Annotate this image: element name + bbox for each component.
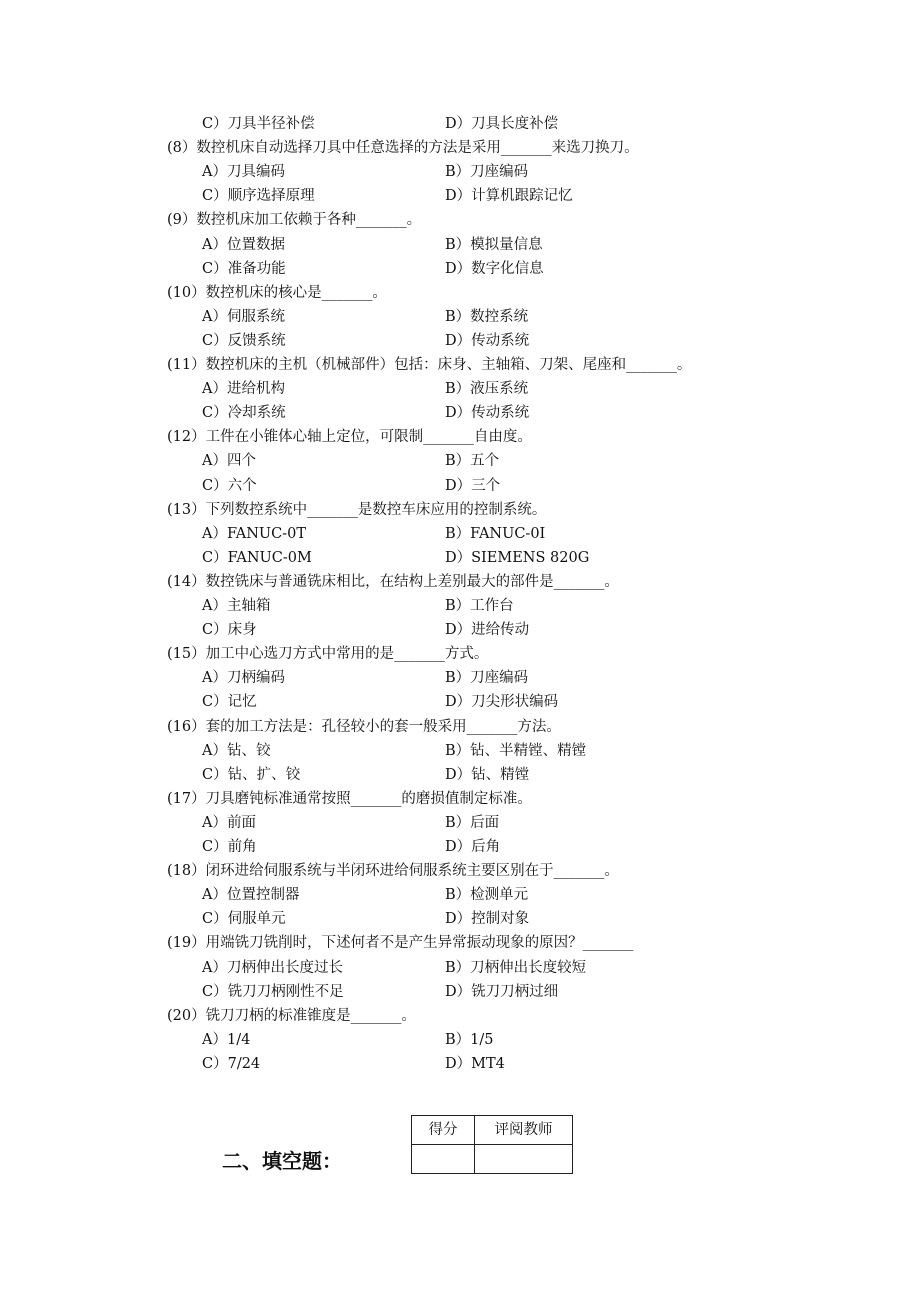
option-right: D）铣刀刀柄过细 bbox=[445, 983, 559, 1000]
option-left: C）钻、扩、铰 bbox=[202, 766, 301, 783]
option-left: C）准备功能 bbox=[202, 260, 286, 277]
option-right: B）刀座编码 bbox=[445, 670, 529, 687]
option-right: D）三个 bbox=[445, 477, 501, 494]
question-stem: (19）用端铣刀铣削时，下述何者不是产生异常振动现象的原因？_______ bbox=[167, 935, 634, 952]
question-stem: (11）数控机床的主机（机械部件）包括：床身、主轴箱、刀架、尾座和_______。 bbox=[167, 357, 692, 373]
option-left: C）床身 bbox=[202, 622, 257, 639]
option-left: A）FANUC-0T bbox=[202, 525, 307, 542]
option-left: C）铣刀刀柄刚性不足 bbox=[202, 983, 344, 1000]
option-left: A）伺服系统 bbox=[202, 308, 285, 325]
question-stem: (16）套的加工方法是：孔径较小的套一般采用_______方法。 bbox=[167, 718, 561, 735]
question-stem: (9）数控机床加工依赖于各种_______。 bbox=[167, 212, 422, 229]
option-left: C）伺服单元 bbox=[202, 911, 286, 928]
question-stem: (14）数控铣床与普通铣床相比，在结构上差别最大的部件是_______。 bbox=[167, 573, 619, 590]
option-right: B）模拟量信息 bbox=[445, 236, 543, 253]
grader-header: 评阅教师 bbox=[475, 1116, 573, 1145]
option-right: B）FANUC-0I bbox=[445, 525, 546, 542]
option-right: D）SIEMENS 820G bbox=[445, 549, 590, 566]
option-right: B）刀柄伸出长度较短 bbox=[445, 959, 587, 976]
option-right: D）控制对象 bbox=[445, 911, 530, 928]
option-right: D）刀尖形状编码 bbox=[445, 694, 559, 711]
option-left: A）进给机构 bbox=[202, 381, 285, 398]
option-left: A）四个 bbox=[202, 453, 256, 470]
option-left: C）前角 bbox=[202, 839, 257, 855]
option-right: B）数控系统 bbox=[445, 308, 529, 325]
question-stem: (12）工件在小锥体心轴上定位，可限制_______自由度。 bbox=[167, 429, 532, 446]
option-left: C）反馈系统 bbox=[202, 332, 286, 349]
option-right: B）后面 bbox=[445, 814, 500, 831]
option-right: B）检测单元 bbox=[445, 887, 529, 904]
option-left: A）主轴箱 bbox=[202, 598, 271, 614]
option-right: D）MT4 bbox=[445, 1055, 505, 1072]
option-left: C）六个 bbox=[202, 477, 257, 494]
question-stem: (15）加工中心选刀方式中常用的是_______方式。 bbox=[167, 646, 489, 663]
option-right: B）液压系统 bbox=[445, 381, 529, 398]
option-right: D）进给传动 bbox=[445, 622, 530, 639]
grader-cell[interactable] bbox=[475, 1145, 573, 1174]
option-left: A）刀柄伸出长度过长 bbox=[202, 959, 343, 976]
question-stem: (18）闭环进给伺服系统与半闭环进给伺服系统主要区别在于_______。 bbox=[167, 863, 619, 880]
option-left: C）冷却系统 bbox=[202, 405, 286, 422]
option-right: B）工作台 bbox=[445, 598, 514, 614]
option-right: D）后角 bbox=[445, 839, 501, 855]
question-stem: (10）数控机床的核心是_______。 bbox=[167, 284, 387, 301]
option-left: A）刀具编码 bbox=[202, 164, 285, 181]
option-right: D）钻、精镗 bbox=[445, 766, 530, 783]
option-left: C）顺序选择原理 bbox=[202, 188, 315, 205]
option-right: D）数字化信息 bbox=[445, 260, 544, 277]
question-stem: (20）铣刀刀柄的标准锥度是_______。 bbox=[167, 1007, 416, 1024]
option-left: C）记忆 bbox=[202, 694, 257, 711]
option-right: D）传动系统 bbox=[445, 332, 530, 349]
option-right: B）五个 bbox=[445, 453, 500, 470]
option-right: D）计算机跟踪记忆 bbox=[445, 188, 573, 205]
option-right: B）刀座编码 bbox=[445, 164, 529, 181]
option-left: A）1/4 bbox=[202, 1031, 251, 1048]
question-stem: (8）数控机床自动选择刀具中任意选择的方法是采用_______来选刀换刀。 bbox=[167, 140, 639, 157]
option-right: D）刀具长度补偿 bbox=[445, 116, 559, 132]
score-table bbox=[411, 1115, 573, 1174]
option-left: C）7/24 bbox=[202, 1055, 261, 1072]
option-left: A）刀柄编码 bbox=[202, 670, 285, 687]
option-right: B）钻、半精镗、精镗 bbox=[445, 742, 587, 759]
option-left: A）位置控制器 bbox=[202, 887, 300, 904]
option-right: B）1/5 bbox=[445, 1031, 494, 1048]
option-left: C）FANUC-0M bbox=[202, 549, 312, 566]
question-stem: (13）下列数控系统中_______是数控车床应用的控制系统。 bbox=[167, 501, 547, 518]
option-right: D）传动系统 bbox=[445, 405, 530, 422]
option-left: C）刀具半径补偿 bbox=[202, 116, 315, 132]
option-left: A）前面 bbox=[202, 814, 256, 831]
score-header: 得分 bbox=[412, 1116, 475, 1145]
section-title: 二、填空题： bbox=[222, 1149, 342, 1173]
option-left: A）钻、铰 bbox=[202, 742, 271, 759]
option-left: A）位置数据 bbox=[202, 236, 285, 253]
question-stem: (17）刀具磨钝标准通常按照_______的磨损值制定标准。 bbox=[167, 790, 532, 807]
score-cell[interactable] bbox=[412, 1145, 475, 1174]
